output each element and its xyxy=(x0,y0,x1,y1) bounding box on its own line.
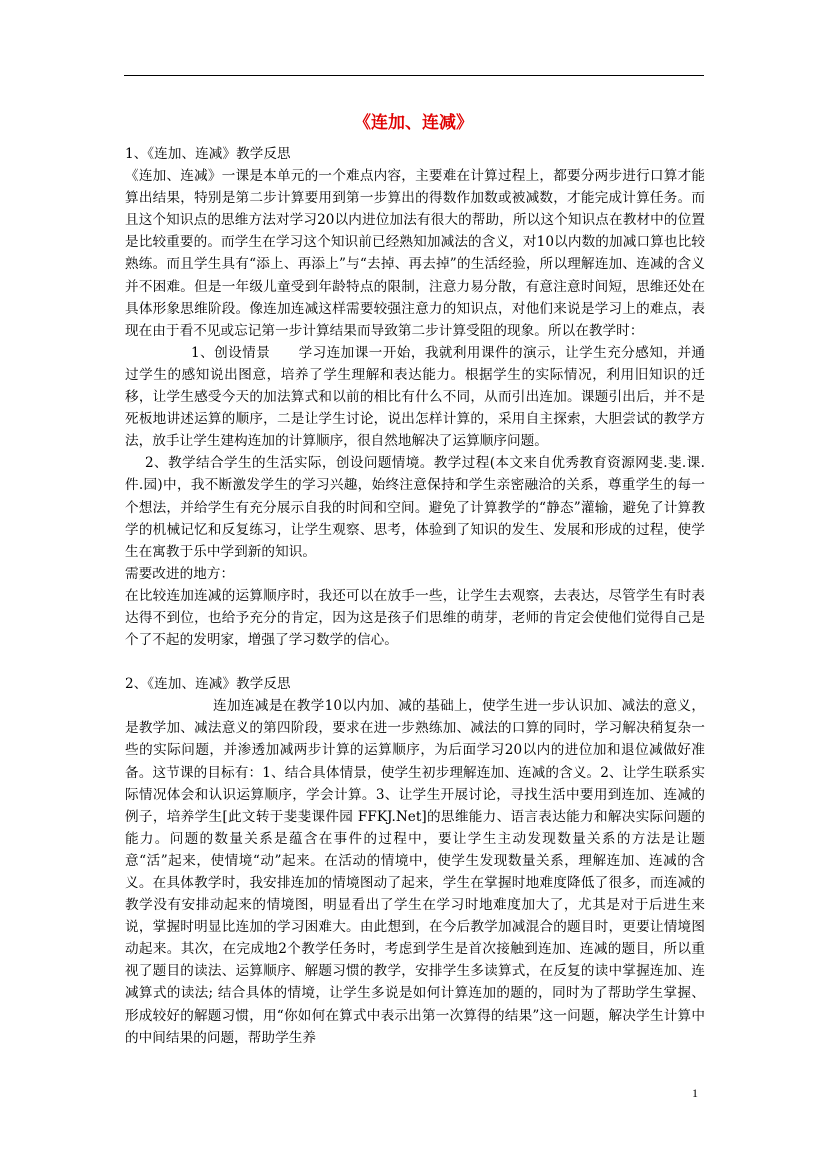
section1-heading: 1、《连加、连减》教学反思 xyxy=(125,146,291,162)
section2-text: 连加连减是在教学10以内加、减的基础上，使学生进一步认识加、减法的意义，是教学加、减法意义的第四阶段，要求在进一步熟练加、减法的口算的同时，学习解决稍复杂一些的实际问题，并渗透加减两步计算的运算顺序，为后面学习20以内的进位加和退位减做好准备。这节课的目标有：1、结合具体情景，使学生初步理解连加、连减的含义。2、让学生联系实际情况体会和认识运算顺序，学会计算。3、让学生开展讨论，寻找生活中要用到连加、连减的例子，培养学生[此文转于斐斐课件园 FFKJ.Net]的思维能力、语言表达能力和解决实际问题的能力。问题的数量关系是蕴含在事件的过程中，要让学生主动发现数量关系的方法是让题意“活”起来，使情境“动”起来。在活动的情境中，使学生发现数量关系，理解连加、连减的含义。在具体教学时，我安排连加的情境图动了起来，学生在掌握时地难度降低了很多，而连减的教学没有安排动起来的情境图，明显看出了学生在学习时地难度加大了，尤其是对于后进生来说，掌握时明显比连加的学习困难大。由此想到，在今后教学加减混合的题目时，更要让情境图动起来。其次，在完成地2个教学任务时，考虑到学生是首次接触到连加、连减的题目，所以重视了题目的读法、运算顺序、解题习惯的教学，安排学生多读算式，在反复的读中掌握连加、连减算式的读法; 结合具体的情境，让学生多说是如何计算连加的题的，同时为了帮助学生掌握、形成较好的解题习惯，用“你如何在算式中表示出第一次算得的结果”这一问题，解决学生计算中的中间结果的问题，帮助学生养 xyxy=(125,698,705,1046)
document-body xyxy=(125,143,705,1049)
improve-label: 需要改进的地方： xyxy=(125,565,235,582)
page-title: 《连加、连减》 xyxy=(354,113,473,133)
section1-point1 xyxy=(125,342,705,452)
header-rule xyxy=(124,75,704,76)
section1-intro: 《连加、连减》一课是本单元的一个难点内容，主要难在计算过程上，都要分两步进行口算才能算出结果，特别是第二步计算要用到第一步算出的得数作加数或被减数，才能完成计算任务。而且这个知识点的思维方法对学习20以内进位加法有很大的帮助，所以这个知识点在教材中的位置是比较重要的。而学生在学习这个知识前已经熟知加减法的含义，对10以内数的加减口算也比较熟练。而且学生具有“添上、再添上”与“去掉、再去掉”的生活经验，所以理解连加、连减的含义并不困难。但是一年级儿童受到年龄特点的限制，注意力易分散，有意注意时间短，思维还处在具体形象思维阶段。像连加连减这样需要较强注意力的知识点，对他们来说是学习上的难点，表现在由于看不见或忘记第一步计算结果而导致第二步计算受阻的现象。所以在教学时： xyxy=(125,168,705,339)
point1-text: 学习连加课一开始，我就利用课件的演示，让学生充分感知，并通过学生的感知说出图意，培养了学生理解和表达能力。根据学生的实际情况，利用旧知识的迁移，让学生感受今天的加法算式和以前的相比有什么不同，从而引出连加。课题引出后，并不是死板地讲述运算的顺序，二是让学生讨论，说出怎样计算的，采用自主探索，大胆尝试的教学方法，放手让学生建构连加的计算顺序，很自然地解决了运算顺序问题。 xyxy=(125,344,705,450)
section2-heading: 2、《连加、连减》教学反思 xyxy=(125,676,291,693)
improve-text: 在比较连加连减的运算顺序时，我还可以在放手一些，让学生去观察，去表达，尽管学生有时表达得不到位，也给予充分的肯定，因为这是孩子们思维的萌芽，老师的肯定会使他们觉得自己是个了不起的发明家，增强了学习数学的信心。 xyxy=(125,587,705,649)
page-number: 1 xyxy=(692,1086,698,1100)
point1-label: 1、创设情景 xyxy=(191,344,271,361)
section1-point2: 2、教学结合学生的生活实际，创设问题情境。教学过程(本文来自优秀教育资源网斐.斐.课.件.园)中，我不断激发学生的学习兴趣，始终注意保持和学生亲密融洽的关系，尊重学生的每一个想法，并给学生有充分展示自我的时间和空间。避免了计算教学的“静态”灌输，避免了计算教学的机械记忆和反复练习，让学生观察、思考，体验到了知识的发生、发展和形成的过程，使学生在寓教于乐中学到新的知识。 xyxy=(125,455,705,560)
